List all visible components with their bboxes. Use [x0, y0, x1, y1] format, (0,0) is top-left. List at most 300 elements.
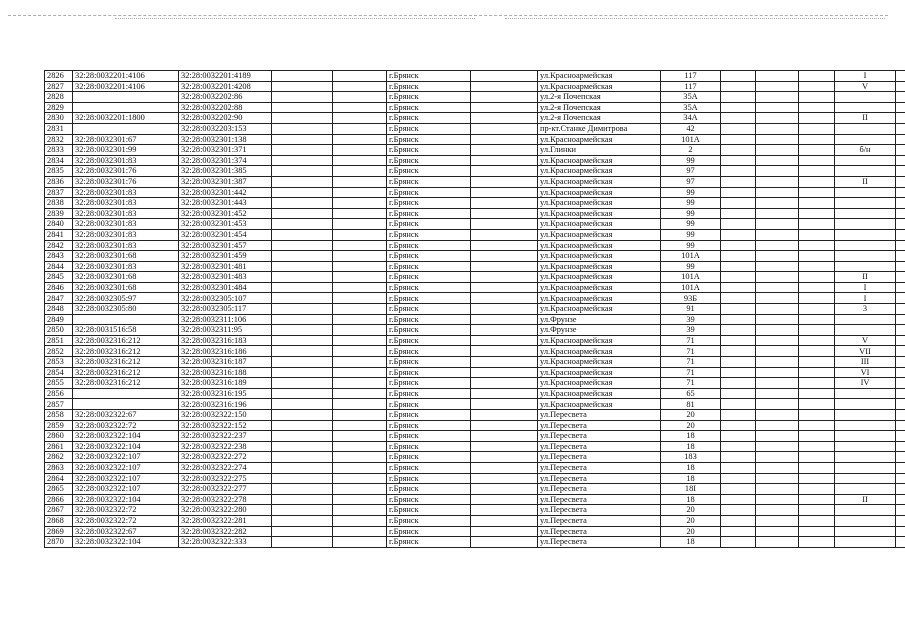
empty-cell — [799, 346, 835, 357]
empty-cell — [896, 346, 905, 357]
empty-cell — [756, 357, 799, 368]
table-row — [45, 452, 905, 463]
premises-number-cell — [835, 229, 896, 240]
cadastral-number-cell: 32:28:0032322:278 — [179, 494, 272, 505]
street-cell: ул.Красноармейская — [538, 378, 661, 389]
empty-cell — [471, 71, 538, 82]
parent-cadastral-number-cell: 32:28:0032305:97 — [73, 293, 179, 304]
house-number-cell: 18 — [661, 462, 721, 473]
street-cell: ул.Красноармейская — [538, 346, 661, 357]
parent-cadastral-number-cell: 32:28:0032301:83 — [73, 219, 179, 230]
empty-cell — [896, 452, 905, 463]
empty-cell — [333, 155, 387, 166]
empty-cell — [756, 240, 799, 251]
empty-cell — [896, 473, 905, 484]
empty-cell — [756, 494, 799, 505]
empty-cell — [333, 452, 387, 463]
city-cell: г.Брянск — [387, 462, 471, 473]
empty-cell — [333, 198, 387, 209]
house-number-cell: 42 — [661, 123, 721, 134]
empty-cell — [272, 494, 333, 505]
empty-cell — [756, 378, 799, 389]
empty-cell — [756, 134, 799, 145]
empty-cell — [756, 452, 799, 463]
empty-cell — [896, 505, 905, 516]
empty-cell — [333, 187, 387, 198]
empty-cell — [471, 420, 538, 431]
empty-cell — [799, 198, 835, 209]
street-cell: ул.Красноармейская — [538, 166, 661, 177]
house-number-cell: 20 — [661, 410, 721, 421]
empty-cell — [799, 145, 835, 156]
street-cell: ул.Красноармейская — [538, 229, 661, 240]
empty-cell — [896, 81, 905, 92]
city-cell: г.Брянск — [387, 187, 471, 198]
street-cell: ул.Красноармейская — [538, 219, 661, 230]
empty-cell — [721, 367, 756, 378]
empty-cell — [756, 102, 799, 113]
parent-cadastral-number-cell: 32:28:0032322:72 — [73, 505, 179, 516]
empty-cell — [721, 452, 756, 463]
empty-cell — [721, 515, 756, 526]
table-row — [45, 441, 905, 452]
parent-cadastral-number-cell: 32:28:0032322:107 — [73, 473, 179, 484]
street-cell: ул.2-я Почепская — [538, 92, 661, 103]
empty-cell — [471, 187, 538, 198]
premises-number-cell — [835, 251, 896, 262]
empty-cell — [721, 113, 756, 124]
empty-cell — [471, 145, 538, 156]
premises-number-cell — [835, 198, 896, 209]
empty-cell — [471, 166, 538, 177]
empty-cell — [272, 198, 333, 209]
empty-cell — [721, 293, 756, 304]
premises-number-cell — [835, 388, 896, 399]
street-cell: ул.Красноармейская — [538, 304, 661, 315]
table-row — [45, 399, 905, 410]
empty-cell — [471, 176, 538, 187]
street-cell: ул.Пересвета — [538, 452, 661, 463]
empty-cell — [333, 166, 387, 177]
empty-cell — [272, 367, 333, 378]
empty-cell — [471, 282, 538, 293]
row-number-cell: 2833 — [45, 145, 73, 156]
empty-cell — [756, 261, 799, 272]
house-number-cell: 18 — [661, 441, 721, 452]
empty-cell — [799, 325, 835, 336]
cadastral-number-cell: 32:28:0032322:150 — [179, 410, 272, 421]
premises-number-cell: I — [835, 282, 896, 293]
empty-cell — [471, 431, 538, 442]
empty-cell — [896, 484, 905, 495]
empty-cell — [272, 219, 333, 230]
street-cell: ул.Пересвета — [538, 494, 661, 505]
empty-cell — [896, 441, 905, 452]
empty-cell — [721, 473, 756, 484]
empty-cell — [272, 410, 333, 421]
city-cell: г.Брянск — [387, 484, 471, 495]
empty-cell — [799, 367, 835, 378]
row-number-cell: 2869 — [45, 526, 73, 537]
empty-cell — [721, 229, 756, 240]
city-cell: г.Брянск — [387, 261, 471, 272]
empty-cell — [333, 537, 387, 548]
empty-cell — [272, 92, 333, 103]
row-number-cell: 2836 — [45, 176, 73, 187]
house-number-cell: 65 — [661, 388, 721, 399]
parent-cadastral-number-cell: 32:28:0032322:72 — [73, 420, 179, 431]
empty-cell — [756, 219, 799, 230]
empty-cell — [721, 388, 756, 399]
empty-cell — [799, 102, 835, 113]
premises-number-cell — [835, 526, 896, 537]
city-cell: г.Брянск — [387, 526, 471, 537]
empty-cell — [333, 388, 387, 399]
empty-cell — [272, 145, 333, 156]
empty-cell — [721, 526, 756, 537]
street-cell: ул.Пересвета — [538, 441, 661, 452]
empty-cell — [896, 410, 905, 421]
empty-cell — [471, 494, 538, 505]
empty-cell — [799, 187, 835, 198]
house-number-cell: 39 — [661, 314, 721, 325]
cadastral-number-cell: 32:28:0032301:442 — [179, 187, 272, 198]
parent-cadastral-number-cell: 32:28:0032201:4106 — [73, 71, 179, 82]
empty-cell — [333, 314, 387, 325]
empty-cell — [799, 526, 835, 537]
empty-cell — [721, 494, 756, 505]
cadastral-number-cell: 32:28:0032301:452 — [179, 208, 272, 219]
empty-cell — [896, 526, 905, 537]
empty-cell — [471, 357, 538, 368]
city-cell: г.Брянск — [387, 293, 471, 304]
empty-cell — [799, 134, 835, 145]
empty-cell — [896, 71, 905, 82]
parent-cadastral-number-cell: 32:28:0032301:83 — [73, 208, 179, 219]
empty-cell — [471, 272, 538, 283]
empty-cell — [333, 71, 387, 82]
table-row — [45, 357, 905, 368]
table-row — [45, 198, 905, 209]
cadastral-number-cell: 32:28:0032311:106 — [179, 314, 272, 325]
empty-cell — [721, 399, 756, 410]
table-row — [45, 261, 905, 272]
empty-cell — [471, 123, 538, 134]
empty-cell — [471, 346, 538, 357]
table-row — [45, 166, 905, 177]
empty-cell — [333, 346, 387, 357]
premises-number-cell: I — [835, 71, 896, 82]
cadastral-number-cell: 32:28:0032301:371 — [179, 145, 272, 156]
empty-cell — [896, 357, 905, 368]
table-row — [45, 113, 905, 124]
house-number-cell: 34А — [661, 113, 721, 124]
cadastral-number-cell: 32:28:0032301:138 — [179, 134, 272, 145]
parent-cadastral-number-cell: 32:28:0032201:4106 — [73, 81, 179, 92]
cadastral-number-cell: 32:28:0032316:187 — [179, 357, 272, 368]
empty-cell — [896, 102, 905, 113]
empty-cell — [799, 81, 835, 92]
parent-cadastral-number-cell: 32:28:0032305:80 — [73, 304, 179, 315]
empty-cell — [272, 473, 333, 484]
house-number-cell: 71 — [661, 335, 721, 346]
empty-cell — [799, 494, 835, 505]
property-register-table — [44, 70, 905, 548]
empty-cell — [272, 325, 333, 336]
city-cell: г.Брянск — [387, 325, 471, 336]
premises-number-cell — [835, 219, 896, 230]
house-number-cell: 18З — [661, 452, 721, 463]
empty-cell — [272, 441, 333, 452]
empty-cell — [896, 282, 905, 293]
empty-cell — [272, 357, 333, 368]
cadastral-number-cell: 32:28:0032311:95 — [179, 325, 272, 336]
empty-cell — [333, 134, 387, 145]
empty-cell — [799, 219, 835, 230]
empty-cell — [333, 357, 387, 368]
cadastral-number-cell: 32:28:0032322:237 — [179, 431, 272, 442]
premises-number-cell: III — [835, 357, 896, 368]
parent-cadastral-number-cell: 32:28:0032322:67 — [73, 526, 179, 537]
empty-cell — [471, 293, 538, 304]
premises-number-cell — [835, 208, 896, 219]
street-cell: ул.Красноармейская — [538, 335, 661, 346]
row-number-cell: 2840 — [45, 219, 73, 230]
empty-cell — [721, 410, 756, 421]
empty-cell — [721, 537, 756, 548]
empty-cell — [272, 272, 333, 283]
parent-cadastral-number-cell: 32:28:0032316:212 — [73, 378, 179, 389]
city-cell: г.Брянск — [387, 452, 471, 463]
empty-cell — [471, 219, 538, 230]
cadastral-number-cell: 32:28:0032316:189 — [179, 378, 272, 389]
empty-cell — [333, 208, 387, 219]
row-number-cell: 2849 — [45, 314, 73, 325]
premises-number-cell: V — [835, 335, 896, 346]
row-number-cell: 2826 — [45, 71, 73, 82]
row-number-cell: 2855 — [45, 378, 73, 389]
empty-cell — [721, 134, 756, 145]
street-cell: ул.Красноармейская — [538, 357, 661, 368]
street-cell: ул.Глинки — [538, 145, 661, 156]
street-cell: ул.Красноармейская — [538, 198, 661, 209]
empty-cell — [896, 219, 905, 230]
empty-cell — [799, 229, 835, 240]
table-row — [45, 484, 905, 495]
empty-cell — [471, 367, 538, 378]
empty-cell — [896, 134, 905, 145]
row-number-cell: 2850 — [45, 325, 73, 336]
table-row — [45, 526, 905, 537]
parent-cadastral-number-cell — [73, 399, 179, 410]
empty-cell — [896, 335, 905, 346]
house-number-cell: 20 — [661, 505, 721, 516]
empty-cell — [756, 81, 799, 92]
row-number-cell: 2846 — [45, 282, 73, 293]
empty-cell — [333, 325, 387, 336]
premises-number-cell — [835, 420, 896, 431]
parent-cadastral-number-cell: 32:28:0032322:107 — [73, 484, 179, 495]
city-cell: г.Брянск — [387, 176, 471, 187]
city-cell: г.Брянск — [387, 282, 471, 293]
city-cell: г.Брянск — [387, 431, 471, 442]
empty-cell — [799, 462, 835, 473]
city-cell: г.Брянск — [387, 420, 471, 431]
empty-cell — [896, 462, 905, 473]
empty-cell — [721, 240, 756, 251]
parent-cadastral-number-cell — [73, 102, 179, 113]
empty-cell — [799, 431, 835, 442]
row-number-cell: 2827 — [45, 81, 73, 92]
empty-cell — [756, 314, 799, 325]
cadastral-number-cell: 32:28:0032322:280 — [179, 505, 272, 516]
empty-cell — [471, 526, 538, 537]
parent-cadastral-number-cell: 32:28:0032301:76 — [73, 166, 179, 177]
empty-cell — [471, 505, 538, 516]
table-row — [45, 335, 905, 346]
row-number-cell: 2858 — [45, 410, 73, 421]
empty-cell — [272, 462, 333, 473]
empty-cell — [799, 473, 835, 484]
parent-cadastral-number-cell: 32:28:0032322:104 — [73, 431, 179, 442]
empty-cell — [333, 261, 387, 272]
empty-cell — [756, 505, 799, 516]
empty-cell — [896, 198, 905, 209]
empty-cell — [756, 229, 799, 240]
premises-number-cell — [835, 452, 896, 463]
empty-cell — [471, 81, 538, 92]
street-cell: ул.Красноармейская — [538, 367, 661, 378]
city-cell: г.Брянск — [387, 71, 471, 82]
empty-cell — [896, 166, 905, 177]
empty-cell — [272, 155, 333, 166]
empty-cell — [471, 198, 538, 209]
empty-cell — [721, 123, 756, 134]
city-cell: г.Брянск — [387, 166, 471, 177]
empty-cell — [272, 505, 333, 516]
city-cell: г.Брянск — [387, 134, 471, 145]
cadastral-number-cell: 32:28:0032203:153 — [179, 123, 272, 134]
cadastral-number-cell: 32:28:0032322:272 — [179, 452, 272, 463]
table-row — [45, 240, 905, 251]
empty-cell — [799, 71, 835, 82]
house-number-cell: 71 — [661, 357, 721, 368]
street-cell: ул.Красноармейская — [538, 81, 661, 92]
empty-cell — [272, 293, 333, 304]
house-number-cell: 35А — [661, 102, 721, 113]
table-row — [45, 346, 905, 357]
empty-cell — [471, 441, 538, 452]
row-number-cell: 2870 — [45, 537, 73, 548]
parent-cadastral-number-cell — [73, 314, 179, 325]
empty-cell — [333, 462, 387, 473]
row-number-cell: 2859 — [45, 420, 73, 431]
row-number-cell: 2830 — [45, 113, 73, 124]
empty-cell — [333, 420, 387, 431]
empty-cell — [799, 505, 835, 516]
empty-cell — [896, 304, 905, 315]
premises-number-cell — [835, 166, 896, 177]
premises-number-cell — [835, 102, 896, 113]
empty-cell — [272, 240, 333, 251]
empty-cell — [721, 198, 756, 209]
empty-cell — [471, 378, 538, 389]
cadastral-number-cell: 32:28:0032301:453 — [179, 219, 272, 230]
table-row — [45, 304, 905, 315]
street-cell: ул.Красноармейская — [538, 208, 661, 219]
premises-number-cell — [835, 505, 896, 516]
city-cell: г.Брянск — [387, 123, 471, 134]
cadastral-number-cell: 32:28:0032202:88 — [179, 102, 272, 113]
empty-cell — [896, 399, 905, 410]
row-number-cell: 2868 — [45, 515, 73, 526]
premises-number-cell — [835, 134, 896, 145]
empty-cell — [272, 526, 333, 537]
empty-cell — [799, 251, 835, 262]
street-cell: ул.Фрунзе — [538, 314, 661, 325]
empty-cell — [799, 304, 835, 315]
cadastral-number-cell: 32:28:0032301:457 — [179, 240, 272, 251]
empty-cell — [471, 452, 538, 463]
city-cell: г.Брянск — [387, 515, 471, 526]
premises-number-cell: II — [835, 494, 896, 505]
city-cell: г.Брянск — [387, 81, 471, 92]
parent-cadastral-number-cell: 32:28:0032322:67 — [73, 410, 179, 421]
empty-cell — [896, 251, 905, 262]
table-row — [45, 272, 905, 283]
table-row — [45, 473, 905, 484]
empty-cell — [721, 102, 756, 113]
empty-cell — [896, 431, 905, 442]
premises-number-cell — [835, 484, 896, 495]
house-number-cell: 35А — [661, 92, 721, 103]
parent-cadastral-number-cell: 32:28:0032322:107 — [73, 452, 179, 463]
empty-cell — [333, 102, 387, 113]
cadastral-number-cell: 32:28:0032322:274 — [179, 462, 272, 473]
city-cell: г.Брянск — [387, 208, 471, 219]
row-number-cell: 2853 — [45, 357, 73, 368]
empty-cell — [272, 282, 333, 293]
cadastral-number-cell: 32:28:0032301:385 — [179, 166, 272, 177]
parent-cadastral-number-cell: 32:28:0032301:76 — [73, 176, 179, 187]
empty-cell — [721, 335, 756, 346]
premises-number-cell: V — [835, 81, 896, 92]
city-cell: г.Брянск — [387, 229, 471, 240]
cadastral-number-cell: 32:28:0032316:183 — [179, 335, 272, 346]
city-cell: г.Брянск — [387, 473, 471, 484]
cadastral-number-cell: 32:28:0032301:387 — [179, 176, 272, 187]
empty-cell — [721, 176, 756, 187]
cadastral-number-cell: 32:28:0032301:483 — [179, 272, 272, 283]
street-cell: ул.Пересвета — [538, 462, 661, 473]
row-number-cell: 2845 — [45, 272, 73, 283]
empty-cell — [272, 484, 333, 495]
house-number-cell: 117 — [661, 71, 721, 82]
premises-number-cell — [835, 515, 896, 526]
cadastral-number-cell: 32:28:0032322:281 — [179, 515, 272, 526]
empty-cell — [896, 388, 905, 399]
empty-cell — [756, 71, 799, 82]
city-cell: г.Брянск — [387, 505, 471, 516]
house-number-cell: 20 — [661, 420, 721, 431]
house-number-cell: 71 — [661, 346, 721, 357]
table-row — [45, 208, 905, 219]
cadastral-number-cell: 32:28:0032316:186 — [179, 346, 272, 357]
parent-cadastral-number-cell: 32:28:0032301:67 — [73, 134, 179, 145]
empty-cell — [471, 113, 538, 124]
empty-cell — [896, 325, 905, 336]
row-number-cell: 2864 — [45, 473, 73, 484]
